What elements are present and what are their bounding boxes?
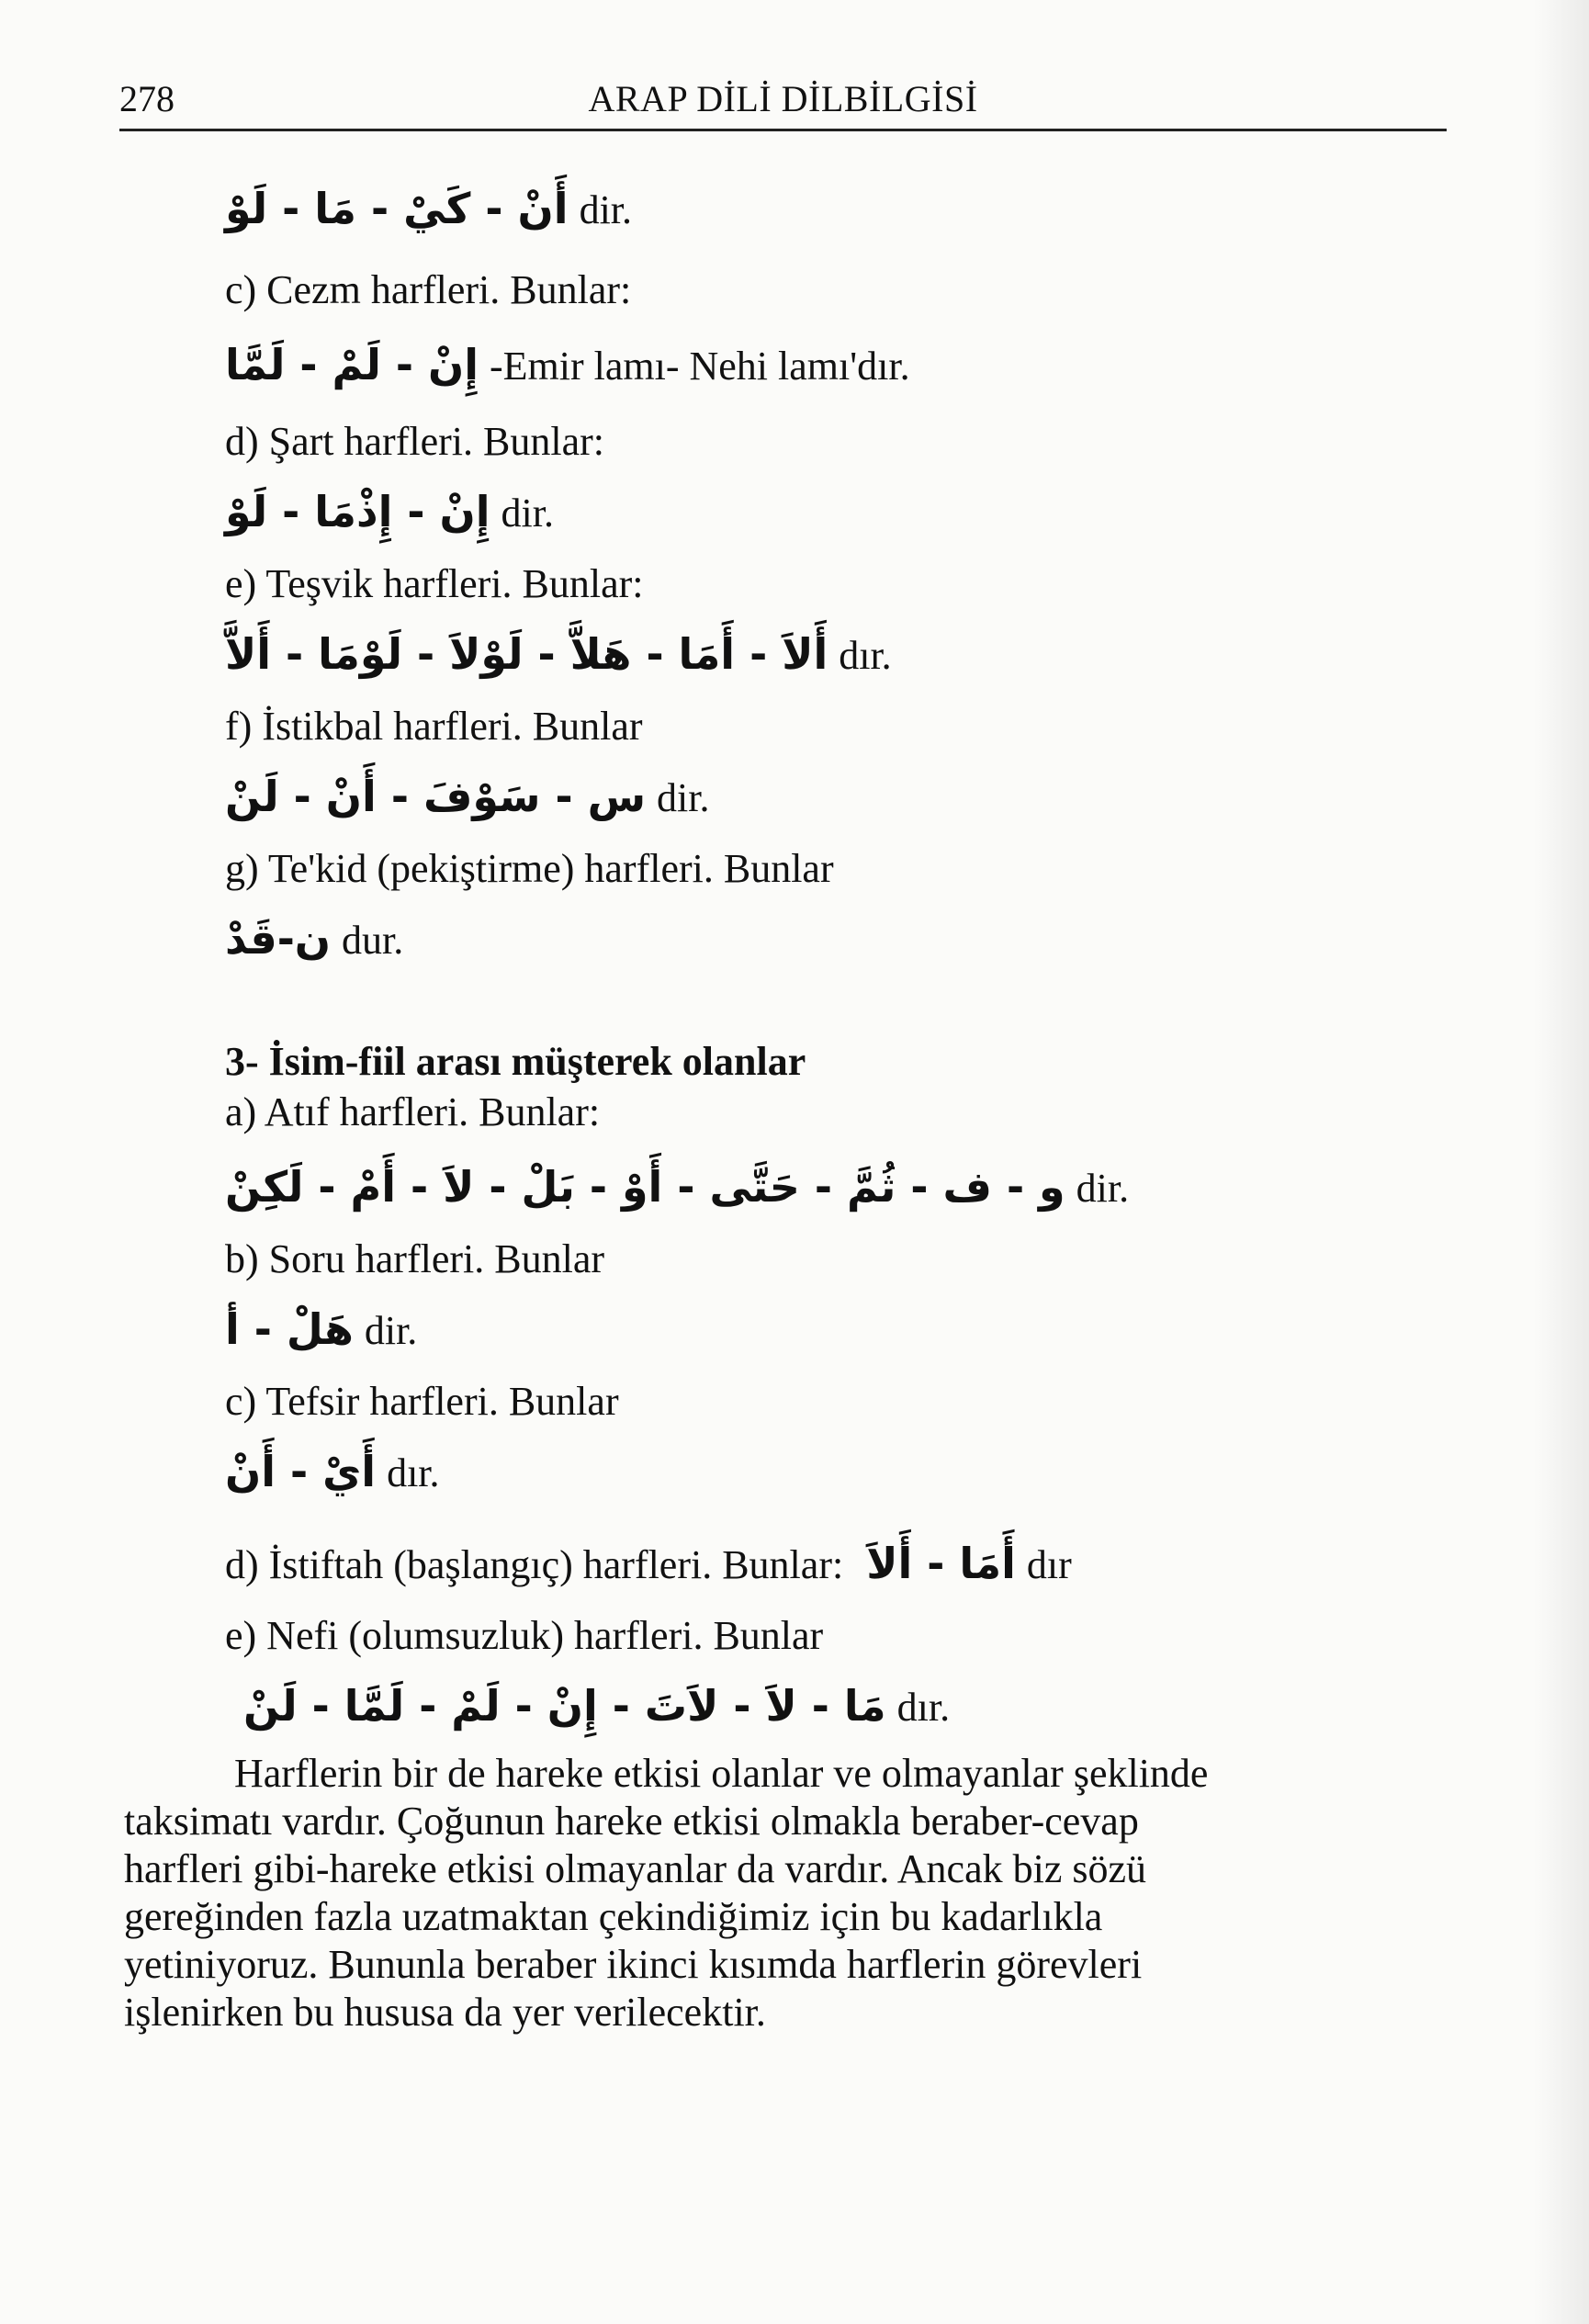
line-suffix: dır — [1026, 1542, 1072, 1587]
arabic-particles: أَلاَ - أَمَا - هَلاَّ - لَوْلاَ - لَوْمَا - أَلاَّ — [225, 629, 828, 679]
section-heading-text: 3- İsim-fiil arası müşterek olanlar — [225, 1039, 806, 1084]
particle-line-5 — [225, 772, 710, 821]
particle-line-2 — [225, 340, 910, 389]
item-d-istiftah — [225, 1539, 1072, 1588]
page-number: 278 — [119, 78, 175, 119]
page-edge-shading — [1534, 0, 1589, 2324]
particle-line-6 — [225, 914, 403, 964]
paragraph-line: harfleri gibi-hareke etkisi olmayanlar da vardır. Ancak biz sözü — [124, 1846, 1147, 1891]
line-suffix: dir. — [579, 187, 633, 232]
item-d-sart — [225, 418, 604, 465]
line-suffix: dur. — [342, 918, 404, 963]
item-c-tefsir — [225, 1378, 619, 1425]
particle-line-8 — [225, 1304, 417, 1354]
line-suffix: -Emir lamı- Nehi lamı'dır. — [490, 344, 910, 389]
paragraph-line: yetiniyoruz. Bununla beraber ikinci kısımda harflerin görevleri — [124, 1942, 1143, 1987]
particle-line-7 — [225, 1162, 1129, 1212]
item-label: c) Cezm harfleri. Bunlar: — [225, 267, 632, 312]
line-suffix: dır. — [839, 633, 892, 678]
arabic-particles: أَيْ - أَنْ — [225, 1447, 377, 1496]
line-suffix: dır. — [387, 1450, 440, 1495]
item-g-tekid — [225, 845, 834, 892]
item-label: g) Te'kid (pekiştirme) harfleri. Bunlar — [225, 846, 834, 891]
particle-line-9 — [225, 1447, 440, 1496]
arabic-particles: هَلْ - أ — [225, 1304, 354, 1354]
item-label: e) Teşvik harfleri. Bunlar: — [225, 561, 644, 606]
particle-line-3 — [225, 487, 554, 536]
arabic-particles: إِنْ - لَمْ - لَمَّا — [225, 340, 479, 389]
item-label: d) İstiftah (başlangıç) harfleri. Bunlar: — [225, 1542, 844, 1587]
arabic-particles: مَا - لاَ - لاَتَ - إِنْ - لَمْ - لَمَّا - لَنْ — [243, 1681, 886, 1731]
item-label: f) İstikbal harfleri. Bunlar — [225, 704, 643, 749]
arabic-particles: أَنْ - كَيْ - مَا - لَوْ — [225, 184, 569, 233]
item-label: e) Nefi (olumsuzluk) harfleri. Bunlar — [225, 1613, 824, 1658]
particle-line-4 — [225, 629, 892, 679]
line-suffix: dir. — [1076, 1166, 1130, 1211]
item-label: c) Tefsir harfleri. Bunlar — [225, 1379, 619, 1424]
item-a-atif — [225, 1089, 600, 1135]
particle-line-1 — [225, 184, 632, 233]
closing-paragraph — [124, 1750, 1451, 2036]
particle-line-10 — [243, 1681, 950, 1731]
item-b-soru — [225, 1235, 604, 1282]
item-f-istikbal — [225, 703, 643, 750]
item-label: d) Şart harfleri. Bunlar: — [225, 419, 604, 464]
line-suffix: dir. — [657, 775, 710, 820]
arabic-particles: أَمَا - أَلاَ — [866, 1539, 1016, 1588]
paragraph-line: taksimatı vardır. Çoğunun hareke etkisi olmakla beraber-cevap — [124, 1799, 1139, 1844]
item-e-tesvik — [225, 560, 644, 607]
page-header — [119, 73, 1447, 131]
paragraph-line: işlenirken bu hususa da yer verilecektir. — [124, 1990, 766, 2035]
section-heading — [225, 1038, 806, 1085]
item-label: b) Soru harfleri. Bunlar — [225, 1236, 604, 1281]
item-label: a) Atıf harfleri. Bunlar: — [225, 1089, 601, 1134]
item-c-cezm — [225, 266, 631, 313]
arabic-particles: و - ف - ثُمَّ - حَتَّى - أَوْ - بَلْ - لاَ - أَمْ - لَكِنْ — [225, 1162, 1065, 1212]
arabic-particles: س - سَوْفَ - أَنْ - لَنْ — [225, 772, 647, 821]
arabic-particles: إِنْ - إِذْمَا - لَوْ — [225, 487, 490, 536]
arabic-particles: ن-قَدْ — [225, 914, 332, 964]
paragraph-line: gereğinden fazla uzatmaktan çekindiğimiz için bu kadarlıkla — [124, 1894, 1103, 1939]
running-title: ARAP DİLİ DİLBİLGİSİ — [588, 78, 978, 119]
item-e-nefi — [225, 1612, 823, 1659]
line-suffix: dir. — [364, 1308, 418, 1353]
line-suffix: dir. — [501, 491, 554, 536]
line-suffix: dır. — [896, 1685, 951, 1730]
paragraph-line: Harflerin bir de hareke etkisi olanlar ve olmayanlar şeklinde — [234, 1751, 1209, 1796]
